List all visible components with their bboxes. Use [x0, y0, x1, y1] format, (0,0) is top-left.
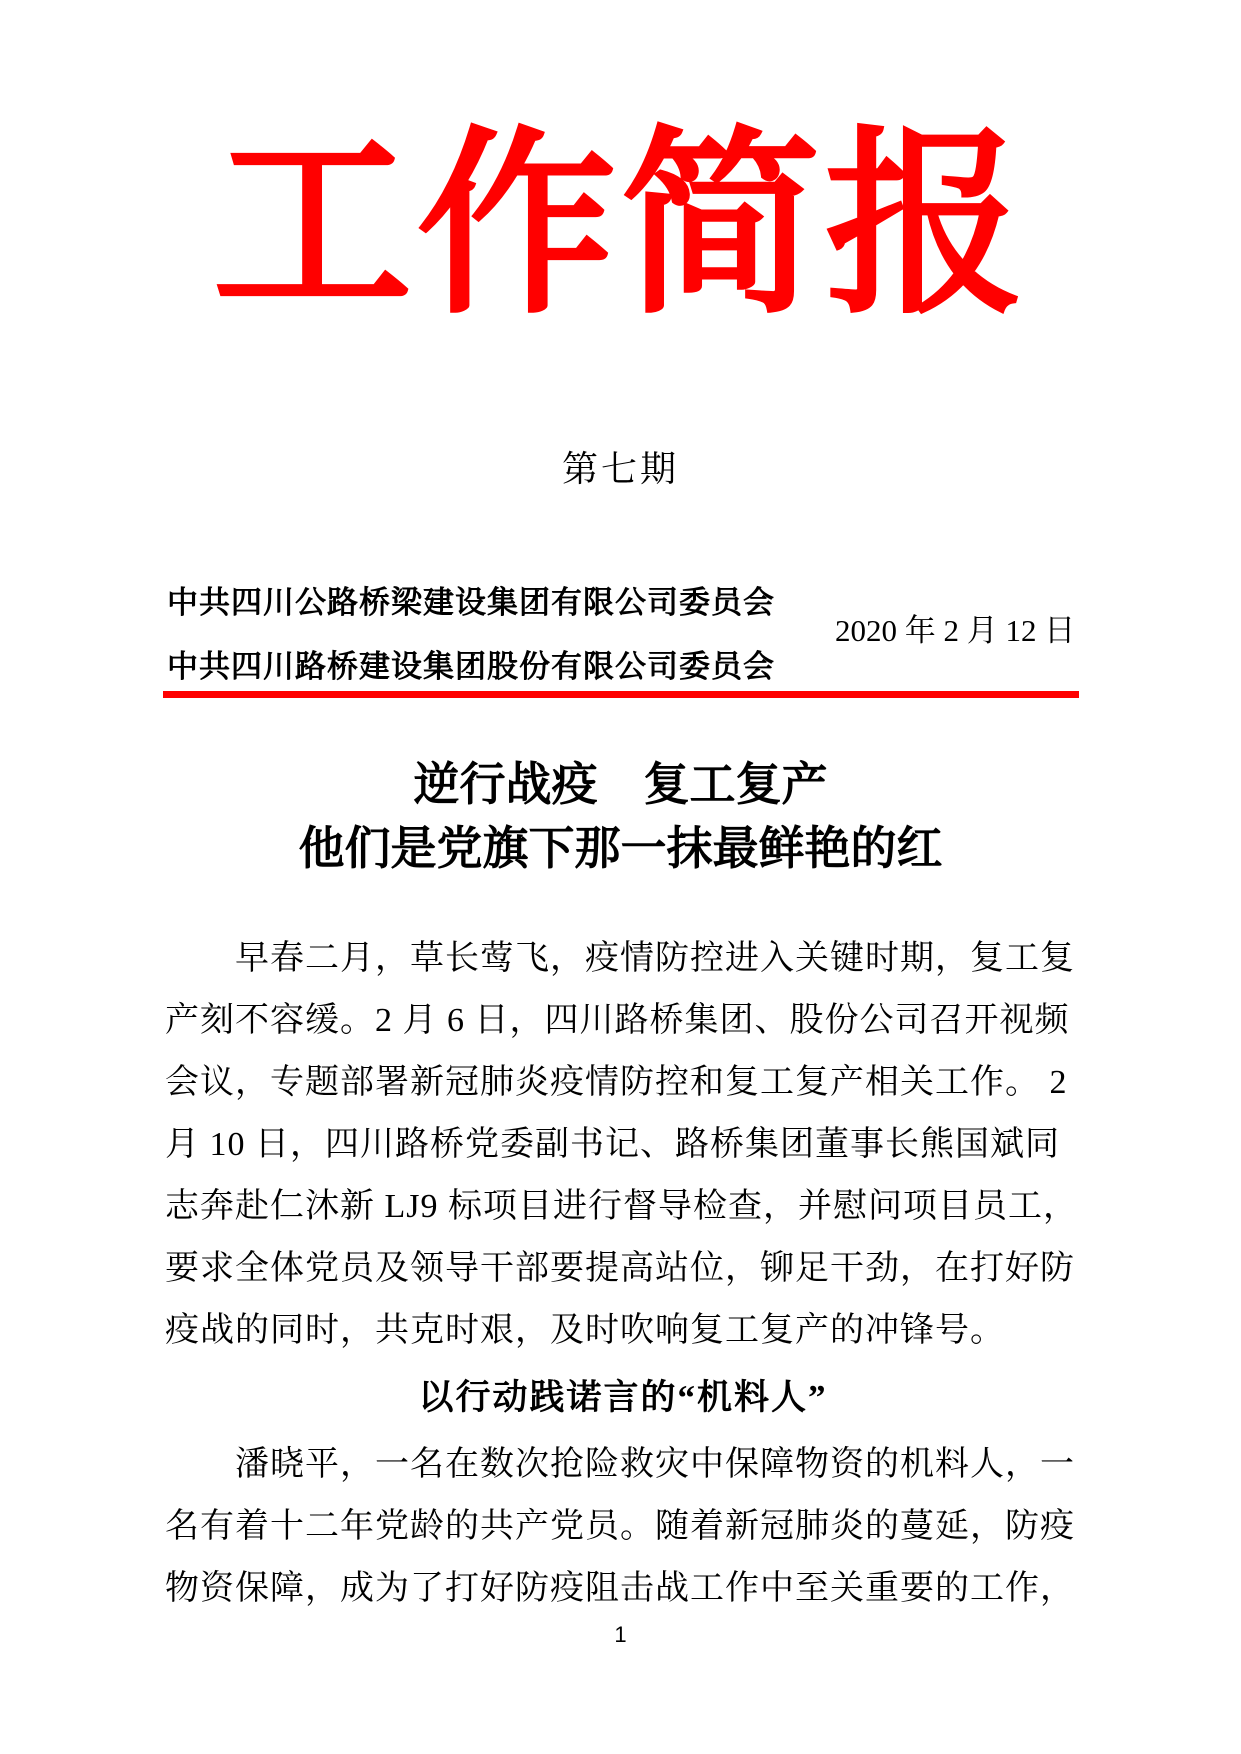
masthead-title: 工作简报	[212, 117, 1029, 338]
article-title-line-1: 逆行战疫 复工复产	[413, 758, 828, 810]
paragraph-1-line: 早春二月，草长莺飞，疫情防控进入关键时期，复工复	[235, 940, 1075, 977]
paragraph-1-line: 疫战的同时，共克时艰，及时吹响复工复产的冲锋号。	[165, 1312, 1005, 1349]
page-number: 1	[614, 1622, 627, 1647]
paragraph-1-line: 会议，专题部署新冠肺炎疫情防控和复工复产相关工作。 2	[165, 1064, 1068, 1101]
article-title-line-2: 他们是党旗下那一抹最鲜艳的红	[298, 822, 943, 874]
issue-number: 第七期	[561, 449, 679, 489]
issue-date: 2020 年 2 月 12 日	[835, 613, 1076, 648]
issuing-org-line-1: 中共四川公路桥梁建设集团有限公司委员会	[167, 585, 775, 620]
paragraph-1-line: 志奔赴仁沐新 LJ9 标项目进行督导检查，并慰问项目员工，	[165, 1188, 1078, 1225]
paragraph-1-line: 月 10 日，四川路桥党委副书记、路桥集团董事长熊国斌同	[165, 1126, 1060, 1163]
article-body	[165, 928, 1081, 1620]
issuing-org-line-2: 中共四川路桥建设集团股份有限公司委员会	[167, 649, 775, 684]
paragraph-2-line: 物资保障，成为了打好防疫阻击战工作中至关重要的工作，	[165, 1570, 1075, 1607]
paragraph-2-line: 潘晓平，一名在数次抢险救灾中保障物资的机料人，一	[235, 1446, 1075, 1483]
paragraph-1-line: 产刻不容缓。2 月 6 日，四川路桥集团、股份公司召开视频	[165, 1002, 1070, 1039]
paragraph-2-line: 名有着十二年党龄的共产党员。随着新冠肺炎的蔓延，防疫	[165, 1508, 1075, 1545]
paragraph-1-line: 要求全体党员及领导干部要提高站位，铆足干劲，在打好防	[165, 1250, 1075, 1287]
header-divider-rule	[163, 691, 1079, 698]
section-subtitle: 以行动践诺言的“机料人”	[418, 1378, 828, 1417]
